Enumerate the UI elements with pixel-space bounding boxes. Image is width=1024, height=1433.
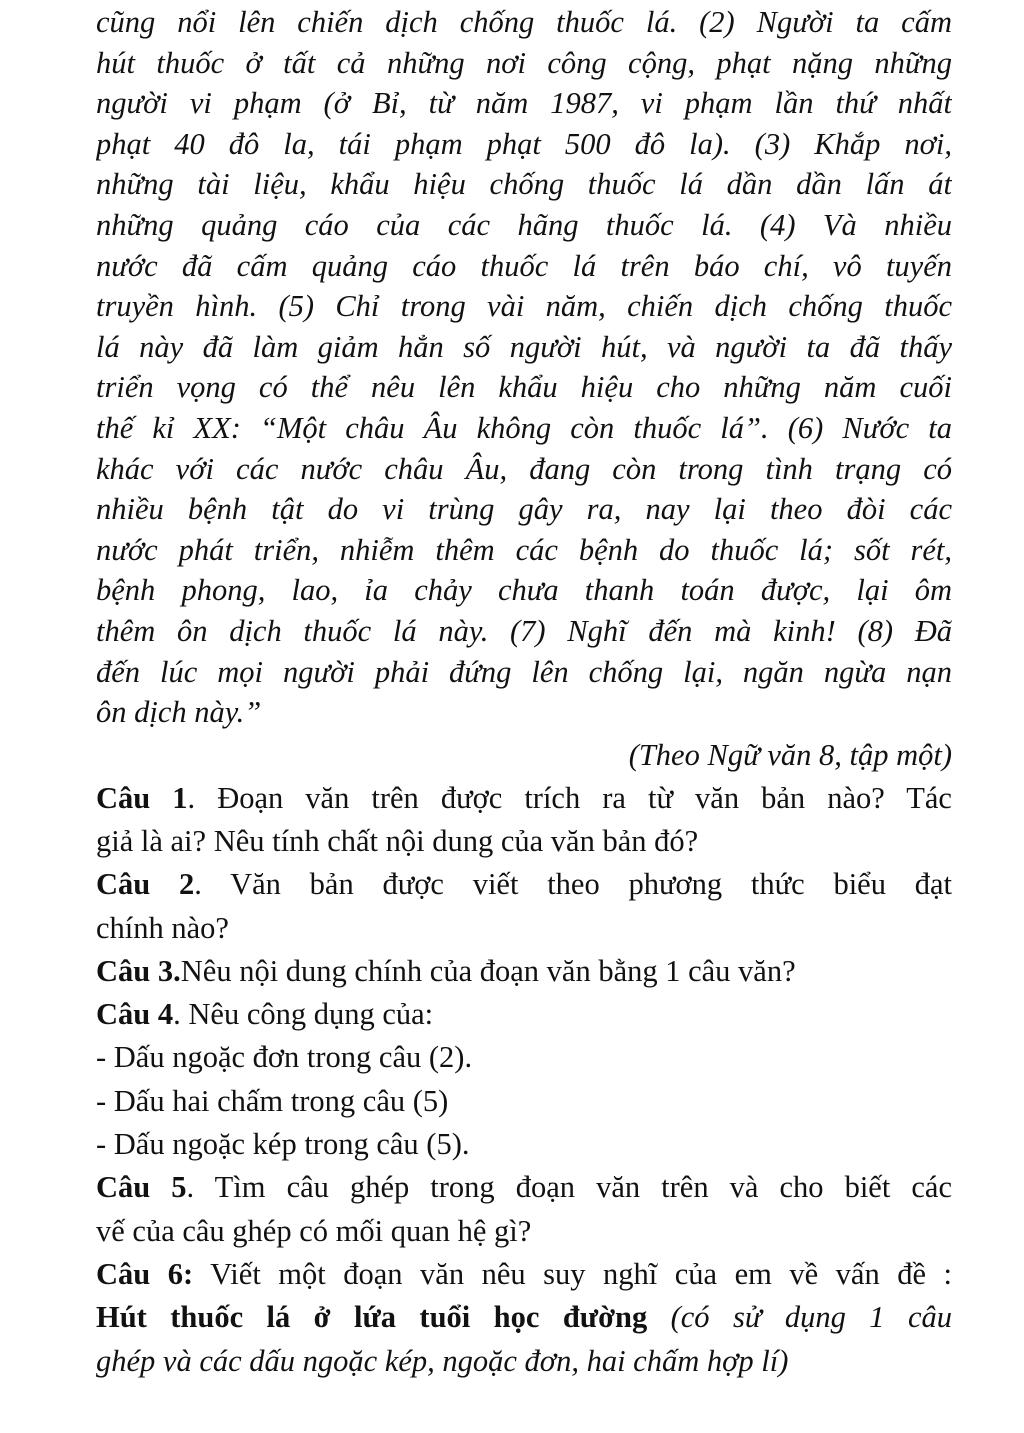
passage-line: đến lúc mọi người phải đứng lên chống lại, ngăn ngừa nạn	[96, 654, 952, 689]
question-line	[96, 1296, 952, 1339]
question-list	[96, 777, 952, 1383]
question-label: Câu 5	[96, 1170, 187, 1205]
question-line	[96, 950, 952, 993]
document-page	[96, 0, 952, 1383]
passage-line: phạt 40 đô la, tái phạm phạt 500 đô la). (3) Khắp nơi,	[96, 126, 952, 161]
question-line	[96, 1253, 952, 1296]
passage-line: ôn dịch này.”	[96, 695, 262, 730]
list-item: - Dấu ngoặc kép trong câu (5).	[96, 1127, 470, 1162]
question-label: Câu 2	[96, 867, 195, 902]
passage-line: lá này đã làm giảm hẳn số người hút, và người ta đã thấy	[96, 329, 952, 364]
question-3	[96, 950, 952, 993]
question-text: Nêu nội dung chính của đoạn văn bằng 1 câu văn?	[180, 953, 796, 988]
list-item: - Dấu ngoặc đơn trong câu (2).	[96, 1040, 473, 1075]
question-line	[96, 993, 952, 1036]
passage-line: nước phát triển, nhiễm thêm các bệnh do thuốc lá; sốt rét,	[96, 532, 952, 567]
passage-line: truyền hình. (5) Chỉ trong vài năm, chiến dịch chống thuốc	[96, 289, 952, 324]
question-line	[96, 777, 952, 820]
passage-line: nước đã cấm quảng cáo thuốc lá trên báo chí, vô tuyến	[96, 248, 952, 283]
question-label: Câu 4	[96, 997, 174, 1032]
passage-line: cũng nổi lên chiến dịch chống thuốc lá. (2) Người ta cấm	[96, 5, 952, 39]
question-text: (có sử dụng 1 câu	[647, 1300, 952, 1335]
question-text: . Văn bản được viết theo phương thức biểu đạt	[194, 867, 952, 902]
passage-line: những tài liệu, khẩu hiệu chống thuốc lá dần dần lấn át	[96, 167, 952, 202]
question-4	[96, 993, 952, 1166]
question-6	[96, 1253, 952, 1383]
passage	[96, 2, 952, 733]
question-text: . Tìm câu ghép trong đoạn văn trên và cho biết các	[186, 1170, 952, 1205]
question-text: . Đoạn văn trên được trích ra từ văn bản nào? Tác	[187, 780, 952, 815]
question-topic: Hút thuốc lá ở lứa tuổi học đường	[96, 1300, 648, 1335]
question-1	[96, 777, 952, 864]
passage-line: triển vọng có thể nêu lên khẩu hiệu cho những năm cuối	[96, 370, 952, 405]
question-line	[96, 1166, 952, 1209]
passage-line: nhiều bệnh tật do vi trùng gây ra, nay lại theo đòi các	[96, 492, 952, 527]
passage-line: những quảng cáo của các hãng thuốc lá. (4) Và nhiều	[96, 207, 952, 242]
question-label: Câu 6:	[96, 1256, 194, 1291]
question-text: chính nào?	[96, 910, 229, 945]
question-5	[96, 1166, 952, 1253]
question-label: Câu 1	[96, 780, 188, 815]
passage-line: hút thuốc ở tất cả những nơi công cộng, phạt nặng những	[96, 45, 952, 80]
question-text: giả là ai? Nêu tính chất nội dung của văn bản đó?	[96, 823, 699, 858]
passage-line: khác với các nước châu Âu, đang còn trong tình trạng có	[96, 451, 952, 486]
passage-line: thế kỉ XX: “Một châu Âu không còn thuốc lá”. (6) Nước ta	[96, 410, 952, 445]
passage-line: bệnh phong, lao, ỉa chảy chưa thanh toán được, lại ôm	[96, 573, 952, 608]
source-citation: (Theo Ngữ văn 8, tập một)	[628, 737, 952, 772]
question-line	[96, 863, 952, 906]
question-2	[96, 863, 952, 950]
question-text: vế của câu ghép có mối quan hệ gì?	[96, 1213, 532, 1248]
question-text: . Nêu công dụng của:	[173, 997, 434, 1032]
question-text: ghép và các dấu ngoặc kép, ngoặc đơn, hai chấm hợp lí)	[96, 1343, 789, 1378]
question-text: Viết một đoạn văn nêu suy nghĩ của em về vấn đề :	[193, 1256, 952, 1291]
list-item: - Dấu hai chấm trong câu (5)	[96, 1083, 449, 1118]
passage-line: người vi phạm (ở Bỉ, từ năm 1987, vi phạm lần thứ nhất	[96, 86, 952, 121]
passage-line: thêm ôn dịch thuốc lá này. (7) Nghĩ đến mà kinh! (8) Đã	[96, 613, 952, 648]
question-label: Câu 3.	[96, 953, 181, 988]
